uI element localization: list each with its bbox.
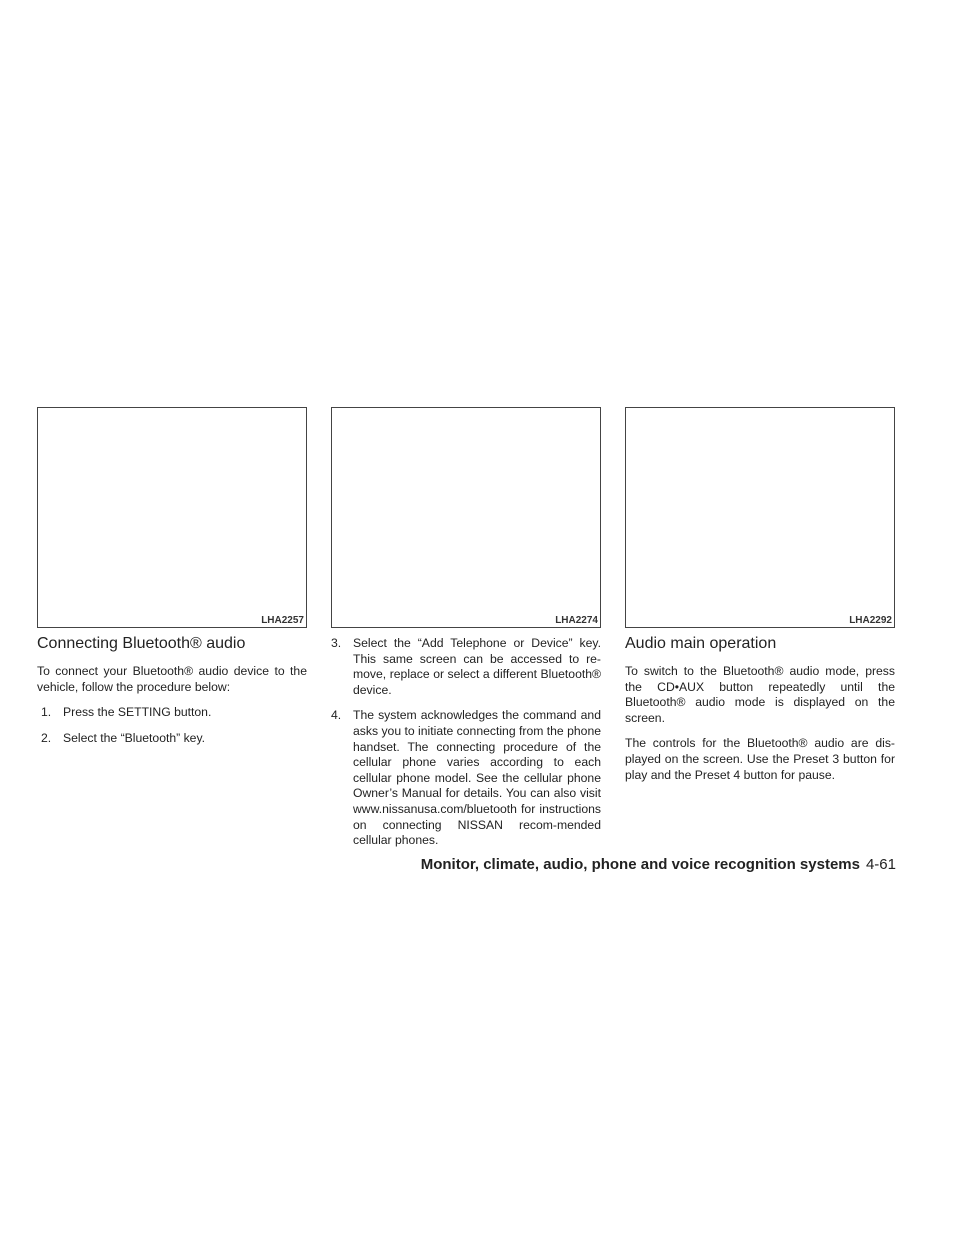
step-number: 1. [41, 705, 52, 720]
column-audio-main-operation [625, 634, 895, 793]
step-number: 3. [331, 636, 342, 650]
figure-label: LHA2274 [555, 615, 598, 626]
figure-lha2292 [625, 407, 895, 628]
step-number: 4. [331, 708, 342, 723]
list-item [37, 731, 307, 747]
figure-lha2274 [331, 407, 601, 628]
footer-section-title: Monitor, climate, audio, phone and voice recognition systems [420, 856, 860, 873]
figure-label: LHA2292 [849, 615, 892, 626]
list-item [331, 636, 601, 698]
step-text: The system acknowledges the command and asks you to initiate connecting from the phone handset. The connecting procedure of the cellular phone varies according to each cellular phone model. See the cellular phone Owner’s Manual for details. You can also visit www.nissanusa.com/bluetooth for instructions on connecting NISSAN recom-mended cellular phones. [353, 708, 601, 848]
step-text: Press the SETTING button. [63, 705, 212, 720]
list-item [37, 705, 307, 721]
column-steps-continued [331, 636, 601, 859]
column-connecting-bluetooth [37, 634, 307, 756]
figure-label: LHA2257 [261, 615, 304, 626]
section-heading: Connecting Bluetooth® audio [37, 635, 246, 652]
paragraph: To switch to the Bluetooth® audio mode, press the CD•AUX button repeatedly until the Bluetooth® audio mode is displayed on the screen. [625, 664, 895, 725]
page-footer [421, 856, 896, 873]
section-heading: Audio main operation [625, 635, 777, 652]
intro-paragraph: To connect your Bluetooth® audio device to the vehicle, follow the procedure below: [37, 664, 307, 694]
step-text: Select the “Bluetooth” key. [63, 730, 206, 745]
list-item [331, 708, 601, 848]
paragraph: The controls for the Bluetooth® audio are dis-played on the screen. Use the Preset 3 button for play and the Preset 4 button for pause. [625, 736, 895, 782]
step-number: 2. [41, 730, 52, 745]
page-number: 4-61 [865, 856, 896, 873]
figure-lha2257 [37, 407, 307, 628]
step-text: Select the “Add Telephone or Device” key. This same screen can be accessed to re-move, replace or select a different Bluetooth® device. [353, 636, 601, 697]
